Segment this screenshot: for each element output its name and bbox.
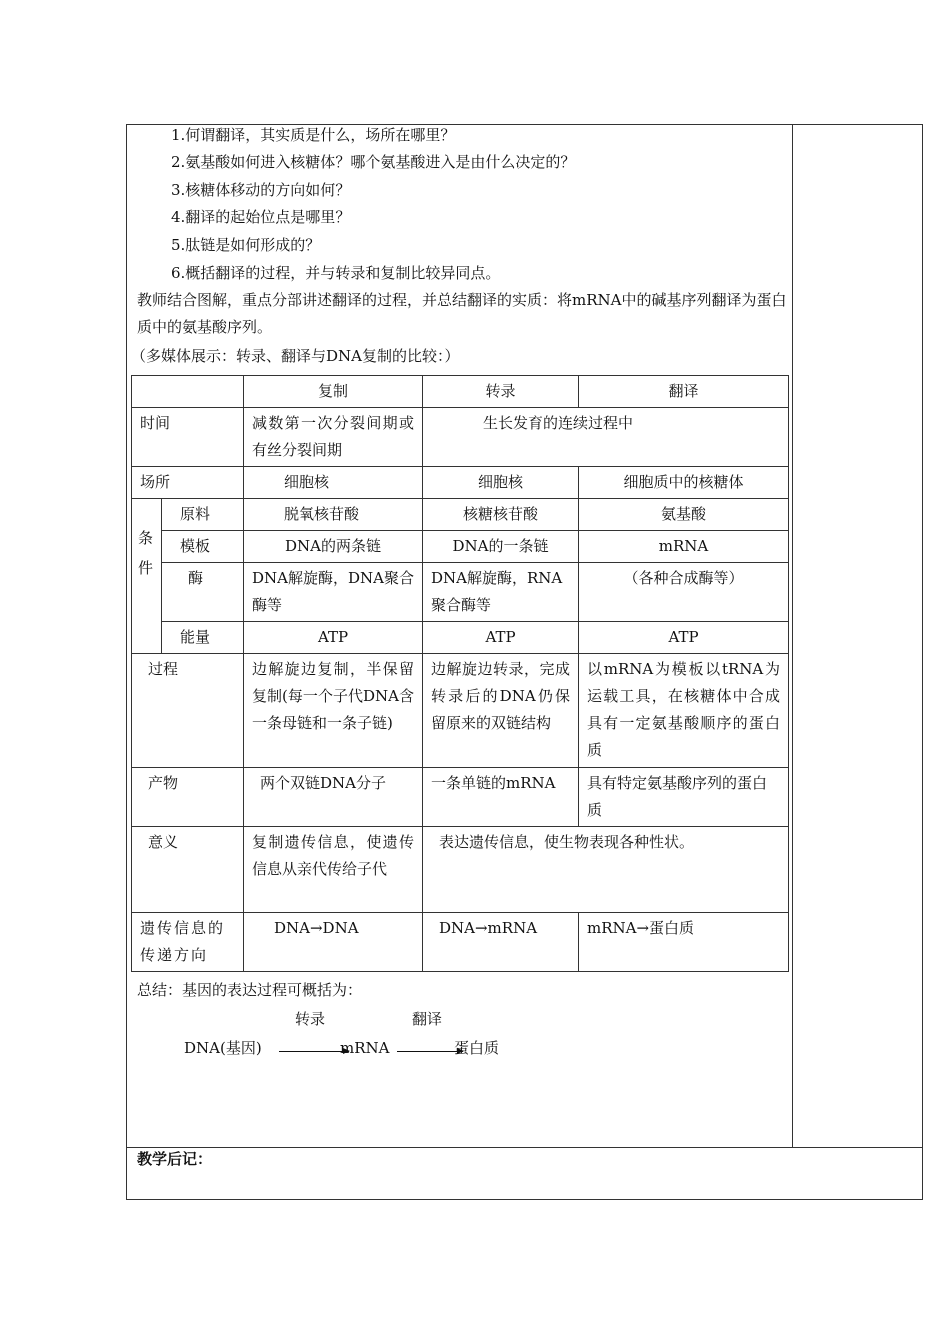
- question-5: 5.肽链是如何形成的？: [171, 236, 321, 254]
- question-3: 3.核糖体移动的方向如何？: [171, 181, 351, 199]
- energy-translation: ATP: [579, 622, 789, 654]
- comparison-table: [131, 375, 789, 972]
- material-replication: 脱氧核苷酸: [244, 499, 423, 531]
- label-direction: 遗传信息的传递方向: [132, 913, 244, 972]
- question-1: 1.何谓翻译，其实质是什么，场所在哪里？: [171, 126, 456, 144]
- process-transcription: 边解旋边转录，完成转录后的DNA仍保留原来的双链结构: [423, 654, 579, 768]
- teaching-notes-label: 教学后记：: [137, 1150, 213, 1168]
- label-product: 产物: [132, 768, 244, 827]
- energy-transcription: ATP: [423, 622, 579, 654]
- flow-middle-mrna: mRNA: [340, 1039, 390, 1057]
- direction-replication: DNA→DNA: [244, 913, 423, 972]
- header-transcription: 转录: [423, 376, 579, 408]
- label-conditions: 条件: [132, 499, 162, 654]
- row-product: [132, 768, 789, 827]
- material-transcription: 核糖核苷酸: [423, 499, 579, 531]
- row-material: [132, 499, 789, 531]
- product-transcription: 一条单链的mRNA: [423, 768, 579, 827]
- question-6: 6.概括翻译的过程，并与转录和复制比较异同点。: [171, 264, 501, 282]
- row-divider: [127, 1147, 922, 1148]
- template-transcription: DNA的一条链: [423, 531, 579, 563]
- row-enzyme: [132, 563, 789, 622]
- direction-translation: mRNA→蛋白质: [579, 913, 789, 972]
- label-place: 场所: [132, 467, 244, 499]
- step-translation-label: 翻译: [412, 1010, 443, 1028]
- lesson-content: [127, 125, 792, 1147]
- row-place: [132, 467, 789, 499]
- energy-replication: ATP: [244, 622, 423, 654]
- flow-start-dna: DNA(基因): [184, 1039, 262, 1057]
- label-significance: 意义: [132, 827, 244, 913]
- label-template: 模板: [162, 531, 244, 563]
- label-time: 时间: [132, 408, 244, 467]
- template-translation: mRNA: [579, 531, 789, 563]
- multimedia-caption: （多媒体展示：转录、翻译与DNA复制的比较：）: [131, 347, 460, 365]
- template-replication: DNA的两条链: [244, 531, 423, 563]
- label-enzyme: 酶: [162, 563, 244, 622]
- product-replication: 两个双链DNA分子: [244, 768, 423, 827]
- time-replication: 减数第一次分裂间期或有丝分裂间期: [244, 408, 423, 467]
- question-4: 4.翻译的起始位点是哪里？: [171, 208, 351, 226]
- direction-transcription: DNA→mRNA: [423, 913, 579, 972]
- process-replication: 边解旋边复制，半保留复制(每一个子代DNA含一条母链和一条子链): [244, 654, 423, 768]
- step-transcription-label: 转录: [295, 1010, 326, 1028]
- summary-text: 总结：基因的表达过程可概括为：: [137, 981, 363, 999]
- place-translation: 细胞质中的核糖体: [579, 467, 789, 499]
- row-template: [132, 531, 789, 563]
- enzyme-transcription: DNA解旋酶，RNA聚合酶等: [423, 563, 579, 622]
- header-empty: [132, 376, 244, 408]
- row-energy: [132, 622, 789, 654]
- flow-end-protein: 蛋白质: [454, 1039, 500, 1057]
- teacher-explanation: 教师结合图解，重点分部讲述翻译的过程，并总结翻译的实质：将mRNA中的碱基序列翻译为蛋白质中的氨基酸序列。: [137, 291, 787, 336]
- question-2: 2.氨基酸如何进入核糖体？哪个氨基酸进入是由什么决定的？: [171, 153, 576, 171]
- lesson-plan-frame: [126, 124, 923, 1200]
- enzyme-translation: （各种合成酶等）: [579, 563, 789, 622]
- header-translation: 翻译: [579, 376, 789, 408]
- label-energy: 能量: [162, 622, 244, 654]
- table-header-row: [132, 376, 789, 408]
- header-replication: 复制: [244, 376, 423, 408]
- significance-shared: 表达遗传信息，使生物表现各种性状。: [423, 827, 789, 913]
- arrow-transcription-icon: [279, 1051, 349, 1052]
- place-transcription: 细胞核: [423, 467, 579, 499]
- time-shared: 生长发育的连续过程中: [423, 408, 789, 467]
- label-process: 过程: [132, 654, 244, 768]
- product-translation: 具有特定氨基酸序列的蛋白质: [579, 768, 789, 827]
- row-significance: [132, 827, 789, 913]
- row-time: [132, 408, 789, 467]
- column-divider: [792, 125, 793, 1147]
- row-direction: [132, 913, 789, 972]
- place-replication: 细胞核: [244, 467, 423, 499]
- enzyme-replication: DNA解旋酶，DNA聚合酶等: [244, 563, 423, 622]
- label-material: 原料: [162, 499, 244, 531]
- significance-replication: 复制遗传信息，使遗传信息从亲代传给子代: [244, 827, 423, 913]
- process-translation: 以mRNA为模板以tRNA为运载工具，在核糖体中合成具有一定氨基酸顺序的蛋白质: [579, 654, 789, 768]
- row-process: [132, 654, 789, 768]
- material-translation: 氨基酸: [579, 499, 789, 531]
